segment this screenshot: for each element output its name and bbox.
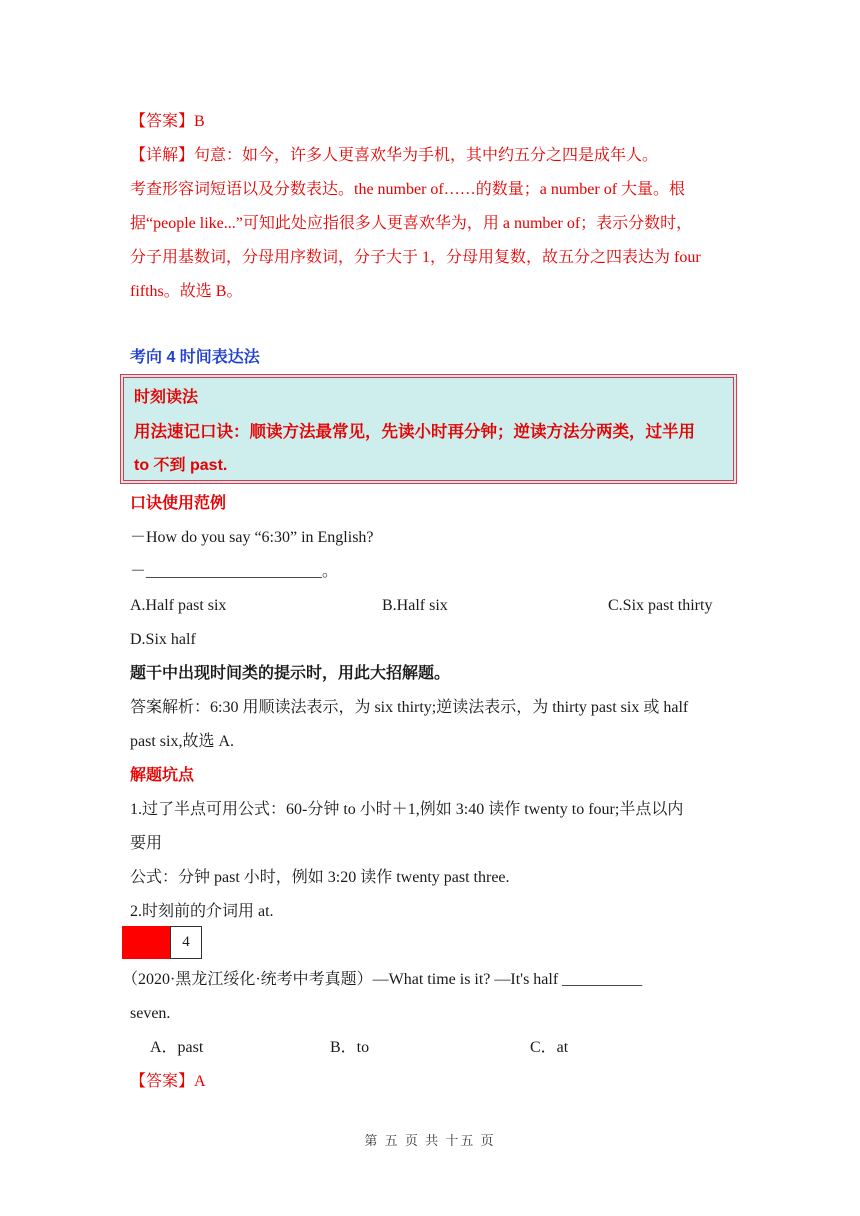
analysis-line-2: past six,故选 A. bbox=[130, 733, 235, 750]
example-question: －How do you say “6:30” in English? bbox=[130, 529, 374, 546]
exercise-option-a: A．past bbox=[150, 1039, 204, 1056]
example-hint: 题干中出现时间类的提示时，用此大招解题。 bbox=[130, 665, 451, 682]
option-c: C.Six past thirty bbox=[608, 597, 713, 614]
exercise-line-2: seven. bbox=[130, 1005, 171, 1022]
tip-title: 时刻读法 bbox=[134, 389, 199, 406]
tip-box bbox=[120, 374, 737, 484]
option-b: B.Half six bbox=[382, 597, 448, 614]
analysis-line-1: 答案解析：6:30 用顺读法表示，为 six thirty;逆读法表示，为 thirty past six 或 half bbox=[130, 699, 689, 716]
exercise-number: 4 bbox=[170, 926, 202, 959]
page-footer: 第 五 页 共 十五 页 bbox=[364, 1133, 496, 1148]
pitfalls-line-3: 公式：分钟 past 小时，例如 3:20 读作 twenty past three. bbox=[130, 869, 510, 886]
answer-value: B bbox=[194, 113, 205, 130]
answer2-value: A bbox=[194, 1073, 206, 1090]
pitfalls-line-2: 要用 bbox=[130, 835, 163, 852]
detail-line-4: 分子用基数词，分母用序数词，分子大于 1，分母用复数，故五分之四表达为 four bbox=[130, 249, 701, 266]
exercise-marker bbox=[122, 926, 170, 959]
pitfalls-line-1: 1.过了半点可用公式：60-分钟 to 小时＋1,例如 3:40 读作 twenty to four;半点以内 bbox=[130, 801, 684, 818]
detail-line-5: fifths。故选 B。 bbox=[130, 283, 243, 300]
tip-line-1: 用法速记口诀：顺读方法最常见，先读小时再分钟；逆读方法分两类，过半用 bbox=[134, 423, 695, 441]
detail-line-1 bbox=[130, 146, 658, 166]
tip-line-2: to 不到 past. bbox=[134, 457, 228, 474]
detail-line-2: 考查形容词短语以及分数表达。the number of……的数量；a number of 大量。根 bbox=[130, 181, 686, 198]
example-blank: －______________________。 bbox=[130, 563, 339, 580]
detail-label: 【详解】 bbox=[130, 147, 195, 164]
detail-text-1: 句意：如今，许多人更喜欢华为手机，其中约五分之四是成年人。 bbox=[194, 147, 659, 164]
answer2-line bbox=[130, 1072, 206, 1092]
exercise-option-b: B．to bbox=[330, 1039, 370, 1056]
answer-line bbox=[130, 112, 205, 132]
exercise-option-c: C．at bbox=[530, 1039, 569, 1056]
detail-line-3: 据“people like...”可知此处应指很多人更喜欢华为，用 a number of；表示分数时， bbox=[130, 215, 693, 232]
pitfalls-heading: 解题坑点 bbox=[130, 767, 195, 784]
answer-label: 【答案】 bbox=[130, 113, 195, 130]
pitfalls-line-4: 2.时刻前的介词用 at. bbox=[130, 903, 274, 920]
answer2-label: 【答案】 bbox=[130, 1073, 195, 1090]
exercise-line-1: （2020·黑龙江绥化·统考中考真题）—What time is it? —It's half __________ bbox=[122, 971, 643, 988]
example-heading: 口诀使用范例 bbox=[130, 495, 227, 512]
option-d: D.Six half bbox=[130, 631, 196, 648]
section-heading: 考向 4 时间表达法 bbox=[130, 349, 260, 366]
option-a: A.Half past six bbox=[130, 597, 227, 614]
